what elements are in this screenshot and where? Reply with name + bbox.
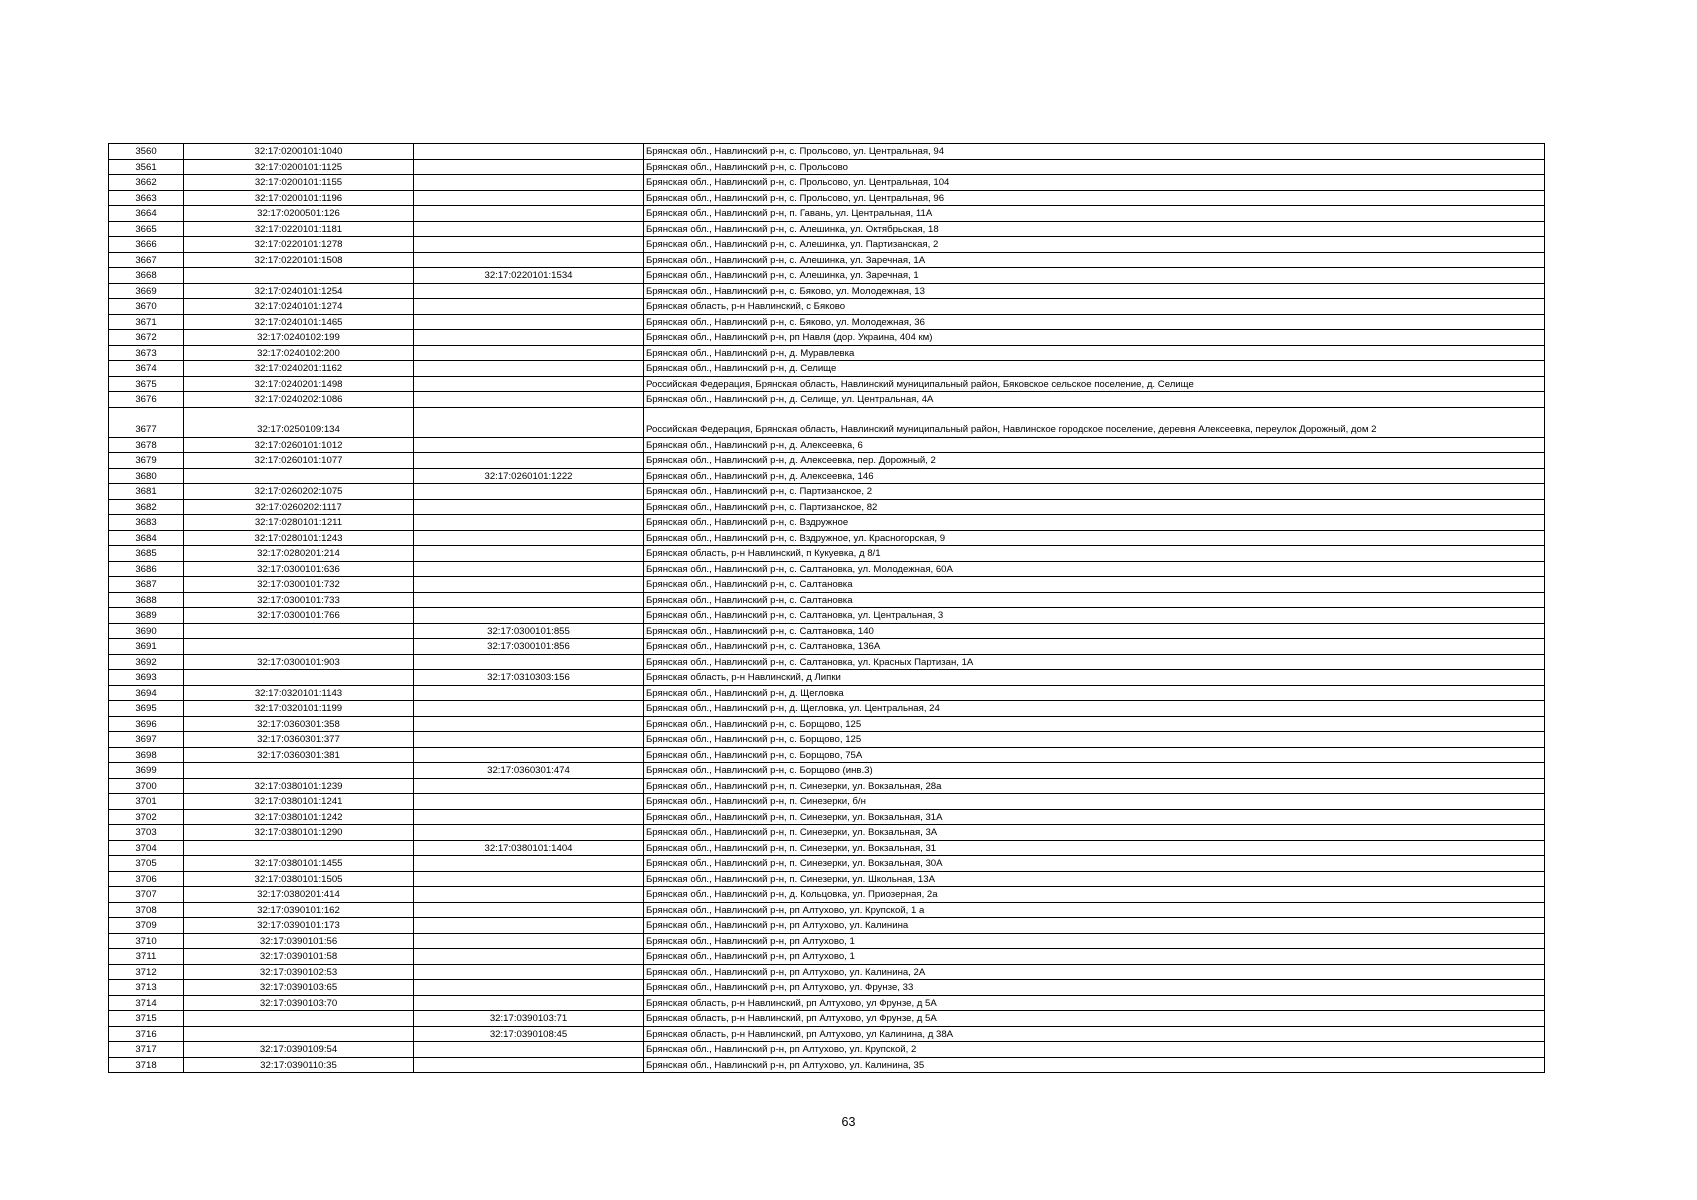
address-cell: Брянская область, р-н Навлинский, д Липки — [644, 670, 1545, 686]
cadastral-number-alt-cell — [414, 190, 644, 206]
row-number-cell: 3708 — [109, 902, 184, 918]
row-number-cell: 3690 — [109, 623, 184, 639]
cadastral-number-cell: 32:17:0300101:732 — [184, 577, 414, 593]
cadastral-number-alt-cell — [414, 376, 644, 392]
cadastral-number-cell: 32:17:0260101:1012 — [184, 437, 414, 453]
page-number: 63 — [841, 1115, 856, 1129]
cadastral-number-alt-cell — [414, 407, 644, 437]
row-number-cell: 3676 — [109, 392, 184, 408]
table-row — [109, 515, 1545, 531]
address-cell: Брянская область, р-н Навлинский, с Бяково — [644, 299, 1545, 315]
table-row — [109, 778, 1545, 794]
address-cell: Брянская обл., Навлинский р-н, рп Алтухово, ул. Крупской, 1 а — [644, 902, 1545, 918]
row-number-cell: 3681 — [109, 484, 184, 500]
row-number-cell: 3671 — [109, 314, 184, 330]
cadastral-number-alt-cell: 32:17:0300101:856 — [414, 639, 644, 655]
cadastral-number-cell: 32:17:0240102:200 — [184, 345, 414, 361]
table-row — [109, 871, 1545, 887]
cadastral-number-cell: 32:17:0380201:414 — [184, 887, 414, 903]
cadastral-number-alt-cell — [414, 314, 644, 330]
address-cell: Брянская обл., Навлинский р-н, с. Бяково, ул. Молодежная, 36 — [644, 314, 1545, 330]
cadastral-number-alt-cell — [414, 747, 644, 763]
address-cell: Брянская обл., Навлинский р-н, с. Салтановка, ул. Красных Партизан, 1А — [644, 654, 1545, 670]
cadastral-number-cell: 32:17:0390110:35 — [184, 1057, 414, 1073]
cadastral-number-cell: 32:17:0390103:70 — [184, 995, 414, 1011]
address-cell: Брянская обл., Навлинский р-н, с. Прольсово — [644, 159, 1545, 175]
table-row — [109, 763, 1545, 779]
cadastral-number-cell: 32:17:0260202:1075 — [184, 484, 414, 500]
address-cell: Брянская обл., Навлинский р-н, д. Селище — [644, 361, 1545, 377]
table-row — [109, 1042, 1545, 1058]
table-row — [109, 701, 1545, 717]
row-number-cell: 3673 — [109, 345, 184, 361]
row-number-cell: 3667 — [109, 252, 184, 268]
table-row — [109, 252, 1545, 268]
cadastral-number-cell: 32:17:0380101:1241 — [184, 794, 414, 810]
table-row — [109, 437, 1545, 453]
cadastral-number-alt-cell — [414, 206, 644, 222]
table-row — [109, 918, 1545, 934]
cadastral-number-alt-cell — [414, 237, 644, 253]
table-row — [109, 887, 1545, 903]
cadastral-number-cell: 32:17:0220101:1508 — [184, 252, 414, 268]
row-number-cell: 3670 — [109, 299, 184, 315]
table-row — [109, 670, 1545, 686]
cadastral-number-alt-cell — [414, 221, 644, 237]
cadastral-number-alt-cell — [414, 685, 644, 701]
address-cell: Брянская обл., Навлинский р-н, рп Алтухово, 1 — [644, 949, 1545, 965]
table-row — [109, 330, 1545, 346]
cadastral-number-alt-cell — [414, 299, 644, 315]
address-cell: Брянская область, р-н Навлинский, рп Алтухово, ул Калинина, д 38А — [644, 1026, 1545, 1042]
cadastral-number-cell: 32:17:0360301:381 — [184, 747, 414, 763]
address-cell: Брянская обл., Навлинский р-н, с. Партизанское, 82 — [644, 499, 1545, 515]
address-cell: Брянская обл., Навлинский р-н, д. Селище, ул. Центральная, 4А — [644, 392, 1545, 408]
cadastral-number-cell: 32:17:0380101:1505 — [184, 871, 414, 887]
table-row — [109, 530, 1545, 546]
table-row — [109, 1026, 1545, 1042]
property-registry-table — [108, 143, 1545, 1073]
address-cell: Брянская обл., Навлинский р-н, рп Алтухово, ул. Калинина, 35 — [644, 1057, 1545, 1073]
cadastral-number-cell: 32:17:0200101:1125 — [184, 159, 414, 175]
row-number-cell: 3679 — [109, 453, 184, 469]
address-cell: Брянская обл., Навлинский р-н, с. Прольсово, ул. Центральная, 104 — [644, 175, 1545, 191]
cadastral-number-alt-cell — [414, 144, 644, 160]
row-number-cell: 3701 — [109, 794, 184, 810]
table-row — [109, 980, 1545, 996]
table-row — [109, 995, 1545, 1011]
cadastral-number-alt-cell — [414, 252, 644, 268]
cadastral-number-cell: 32:17:0360301:377 — [184, 732, 414, 748]
row-number-cell: 3686 — [109, 561, 184, 577]
row-number-cell: 3695 — [109, 701, 184, 717]
address-cell: Брянская обл., Навлинский р-н, д. Щегловка — [644, 685, 1545, 701]
cadastral-number-alt-cell — [414, 499, 644, 515]
cadastral-number-alt-cell — [414, 933, 644, 949]
cadastral-number-alt-cell — [414, 561, 644, 577]
cadastral-number-cell: 32:17:0240201:1498 — [184, 376, 414, 392]
address-cell: Брянская обл., Навлинский р-н, рп Алтухово, 1 — [644, 933, 1545, 949]
cadastral-number-cell: 32:17:0390103:65 — [184, 980, 414, 996]
cadastral-number-alt-cell — [414, 887, 644, 903]
row-number-cell: 3718 — [109, 1057, 184, 1073]
table-row — [109, 654, 1545, 670]
address-cell: Брянская обл., Навлинский р-н, п. Синезерки, ул. Вокзальная, 31А — [644, 809, 1545, 825]
address-cell: Брянская обл., Навлинский р-н, с. Борщово, 125 — [644, 732, 1545, 748]
table-row — [109, 407, 1545, 437]
cadastral-number-alt-cell — [414, 918, 644, 934]
table-row — [109, 314, 1545, 330]
table-row — [109, 468, 1545, 484]
table-row — [109, 546, 1545, 562]
row-number-cell: 3693 — [109, 670, 184, 686]
cadastral-number-cell: 32:17:0380101:1239 — [184, 778, 414, 794]
row-number-cell: 3691 — [109, 639, 184, 655]
address-cell: Брянская обл., Навлинский р-н, с. Прольсово, ул. Центральная, 96 — [644, 190, 1545, 206]
cadastral-number-alt-cell: 32:17:0300101:855 — [414, 623, 644, 639]
table-row — [109, 159, 1545, 175]
cadastral-number-cell: 32:17:0320101:1143 — [184, 685, 414, 701]
cadastral-number-alt-cell: 32:17:0390108:45 — [414, 1026, 644, 1042]
cadastral-number-alt-cell — [414, 453, 644, 469]
table-row — [109, 592, 1545, 608]
cadastral-number-cell — [184, 268, 414, 284]
table-row — [109, 237, 1545, 253]
cadastral-number-cell: 32:17:0220101:1181 — [184, 221, 414, 237]
table-row — [109, 716, 1545, 732]
address-cell: Брянская обл., Навлинский р-н, п. Синезерки, ул. Вокзальная, 3А — [644, 825, 1545, 841]
cadastral-number-alt-cell — [414, 1057, 644, 1073]
row-number-cell: 3696 — [109, 716, 184, 732]
address-cell: Брянская обл., Навлинский р-н, рп Алтухово, ул. Фрунзе, 33 — [644, 980, 1545, 996]
address-cell: Брянская обл., Навлинский р-н, п. Синезерки, б/н — [644, 794, 1545, 810]
cadastral-number-alt-cell — [414, 794, 644, 810]
table-row — [109, 809, 1545, 825]
table-row — [109, 221, 1545, 237]
cadastral-number-cell: 32:17:0280101:1211 — [184, 515, 414, 531]
table-row — [109, 608, 1545, 624]
row-number-cell: 3672 — [109, 330, 184, 346]
address-cell: Брянская обл., Навлинский р-н, с. Алешинка, ул. Заречная, 1А — [644, 252, 1545, 268]
cadastral-number-cell — [184, 623, 414, 639]
cadastral-number-cell: 32:17:0200101:1040 — [184, 144, 414, 160]
cadastral-number-cell — [184, 670, 414, 686]
cadastral-number-alt-cell — [414, 530, 644, 546]
cadastral-number-alt-cell — [414, 716, 644, 732]
table-row — [109, 376, 1545, 392]
table-row — [109, 268, 1545, 284]
row-number-cell: 3665 — [109, 221, 184, 237]
table-row — [109, 206, 1545, 222]
table-row — [109, 561, 1545, 577]
address-cell: Брянская обл., Навлинский р-н, с. Салтановка — [644, 577, 1545, 593]
cadastral-number-alt-cell — [414, 964, 644, 980]
cadastral-number-alt-cell — [414, 577, 644, 593]
address-cell: Брянская обл., Навлинский р-н, п. Синезерки, ул. Школьная, 13А — [644, 871, 1545, 887]
address-cell: Брянская обл., Навлинский р-н, д. Алексеевка, 6 — [644, 437, 1545, 453]
cadastral-number-alt-cell: 32:17:0390103:71 — [414, 1011, 644, 1027]
address-cell: Брянская обл., Навлинский р-н, с. Салтановка — [644, 592, 1545, 608]
cadastral-number-cell: 32:17:0390101:58 — [184, 949, 414, 965]
row-number-cell: 3702 — [109, 809, 184, 825]
cadastral-number-alt-cell — [414, 345, 644, 361]
cadastral-number-alt-cell — [414, 484, 644, 500]
table-row — [109, 902, 1545, 918]
cadastral-number-cell — [184, 468, 414, 484]
cadastral-number-cell: 32:17:0280201:214 — [184, 546, 414, 562]
cadastral-number-alt-cell: 32:17:0380101:1404 — [414, 840, 644, 856]
cadastral-number-cell: 32:17:0200101:1196 — [184, 190, 414, 206]
row-number-cell: 3561 — [109, 159, 184, 175]
cadastral-number-cell: 32:17:0200501:126 — [184, 206, 414, 222]
address-cell: Брянская обл., Навлинский р-н, с. Прольсово, ул. Центральная, 94 — [644, 144, 1545, 160]
cadastral-number-cell: 32:17:0220101:1278 — [184, 237, 414, 253]
table-row — [109, 484, 1545, 500]
cadastral-number-alt-cell — [414, 546, 644, 562]
cadastral-number-cell: 32:17:0300101:733 — [184, 592, 414, 608]
row-number-cell: 3560 — [109, 144, 184, 160]
cadastral-number-alt-cell — [414, 159, 644, 175]
table-row — [109, 345, 1545, 361]
cadastral-number-cell: 32:17:0250109:134 — [184, 407, 414, 437]
cadastral-number-alt-cell — [414, 437, 644, 453]
row-number-cell: 3692 — [109, 654, 184, 670]
address-cell: Брянская обл., Навлинский р-н, п. Синезерки, ул. Вокзальная, 31 — [644, 840, 1545, 856]
address-cell: Брянская область, р-н Навлинский, рп Алтухово, ул Фрунзе, д 5А — [644, 995, 1545, 1011]
table-row — [109, 175, 1545, 191]
row-number-cell: 3685 — [109, 546, 184, 562]
address-cell: Российская Федерация, Брянская область, Навлинский муниципальный район, Навлинское городское поселение, деревня Алексеевка, переулок Дорожный, дом 2 — [644, 407, 1545, 437]
cadastral-number-alt-cell — [414, 809, 644, 825]
row-number-cell: 3707 — [109, 887, 184, 903]
table-row — [109, 840, 1545, 856]
row-number-cell: 3714 — [109, 995, 184, 1011]
cadastral-number-alt-cell — [414, 608, 644, 624]
cadastral-number-cell: 32:17:0360301:358 — [184, 716, 414, 732]
table-row — [109, 623, 1545, 639]
table-row — [109, 499, 1545, 515]
row-number-cell: 3664 — [109, 206, 184, 222]
row-number-cell: 3697 — [109, 732, 184, 748]
cadastral-number-alt-cell — [414, 902, 644, 918]
row-number-cell: 3675 — [109, 376, 184, 392]
cadastral-number-alt-cell — [414, 361, 644, 377]
row-number-cell: 3715 — [109, 1011, 184, 1027]
cadastral-number-alt-cell — [414, 330, 644, 346]
row-number-cell: 3698 — [109, 747, 184, 763]
registry-table-body — [109, 144, 1545, 1073]
cadastral-number-cell — [184, 840, 414, 856]
address-cell: Брянская обл., Навлинский р-н, д. Муравлевка — [644, 345, 1545, 361]
table-row — [109, 299, 1545, 315]
address-cell: Брянская обл., Навлинский р-н, с. Борщово, 125 — [644, 716, 1545, 732]
table-row — [109, 732, 1545, 748]
address-cell: Брянская обл., Навлинский р-н, п. Гавань, ул. Центральная, 11А — [644, 206, 1545, 222]
cadastral-number-cell — [184, 1011, 414, 1027]
cadastral-number-alt-cell — [414, 654, 644, 670]
address-cell: Брянская обл., Навлинский р-н, п. Синезерки, ул. Вокзальная, 30А — [644, 856, 1545, 872]
address-cell: Брянская обл., Навлинский р-н, с. Партизанское, 2 — [644, 484, 1545, 500]
cadastral-number-cell: 32:17:0240101:1274 — [184, 299, 414, 315]
cadastral-number-alt-cell — [414, 949, 644, 965]
cadastral-number-cell: 32:17:0240201:1162 — [184, 361, 414, 377]
row-number-cell: 3711 — [109, 949, 184, 965]
cadastral-number-cell: 32:17:0300101:766 — [184, 608, 414, 624]
cadastral-number-cell — [184, 1026, 414, 1042]
cadastral-number-cell: 32:17:0390101:56 — [184, 933, 414, 949]
cadastral-number-cell: 32:17:0300101:903 — [184, 654, 414, 670]
cadastral-number-alt-cell — [414, 283, 644, 299]
cadastral-number-cell: 32:17:0240101:1254 — [184, 283, 414, 299]
cadastral-number-alt-cell — [414, 592, 644, 608]
cadastral-number-alt-cell — [414, 732, 644, 748]
row-number-cell: 3688 — [109, 592, 184, 608]
cadastral-number-alt-cell — [414, 515, 644, 531]
address-cell: Брянская обл., Навлинский р-н, с. Вздружное, ул. Красногорская, 9 — [644, 530, 1545, 546]
address-cell: Брянская обл., Навлинский р-н, д. Щегловка, ул. Центральная, 24 — [644, 701, 1545, 717]
address-cell: Брянская обл., Навлинский р-н, п. Синезерки, ул. Вокзальная, 28а — [644, 778, 1545, 794]
row-number-cell: 3700 — [109, 778, 184, 794]
address-cell: Брянская обл., Навлинский р-н, с. Алешинка, ул. Заречная, 1 — [644, 268, 1545, 284]
cadastral-number-cell: 32:17:0320101:1199 — [184, 701, 414, 717]
table-row — [109, 825, 1545, 841]
cadastral-number-cell: 32:17:0380101:1242 — [184, 809, 414, 825]
row-number-cell: 3669 — [109, 283, 184, 299]
table-row — [109, 144, 1545, 160]
table-row — [109, 964, 1545, 980]
cadastral-number-cell: 32:17:0260101:1077 — [184, 453, 414, 469]
row-number-cell: 3682 — [109, 499, 184, 515]
row-number-cell: 3668 — [109, 268, 184, 284]
table-row — [109, 747, 1545, 763]
cadastral-number-alt-cell — [414, 1042, 644, 1058]
row-number-cell: 3704 — [109, 840, 184, 856]
cadastral-number-cell: 32:17:0200101:1155 — [184, 175, 414, 191]
address-cell: Брянская обл., Навлинский р-н, с. Салтановка, ул. Молодежная, 60А — [644, 561, 1545, 577]
row-number-cell: 3687 — [109, 577, 184, 593]
cadastral-number-cell: 32:17:0380101:1290 — [184, 825, 414, 841]
address-cell: Российская Федерация, Брянская область, Навлинский муниципальный район, Бяковское сельское поселение, д. Селище — [644, 376, 1545, 392]
cadastral-number-alt-cell: 32:17:0260101:1222 — [414, 468, 644, 484]
cadastral-number-alt-cell — [414, 856, 644, 872]
address-cell: Брянская обл., Навлинский р-н, с. Бяково, ул. Молодежная, 13 — [644, 283, 1545, 299]
cadastral-number-cell — [184, 639, 414, 655]
address-cell: Брянская обл., Навлинский р-н, д. Алексеевка, пер. Дорожный, 2 — [644, 453, 1545, 469]
cadastral-number-cell: 32:17:0390101:173 — [184, 918, 414, 934]
row-number-cell: 3666 — [109, 237, 184, 253]
row-number-cell: 3689 — [109, 608, 184, 624]
row-number-cell: 3716 — [109, 1026, 184, 1042]
table-row — [109, 1057, 1545, 1073]
row-number-cell: 3674 — [109, 361, 184, 377]
row-number-cell: 3709 — [109, 918, 184, 934]
cadastral-number-cell — [184, 763, 414, 779]
table-row — [109, 639, 1545, 655]
row-number-cell: 3710 — [109, 933, 184, 949]
address-cell: Брянская обл., Навлинский р-н, с. Алешинка, ул. Партизанская, 2 — [644, 237, 1545, 253]
address-cell: Брянская обл., Навлинский р-н, д. Алексеевка, 146 — [644, 468, 1545, 484]
cadastral-number-alt-cell — [414, 995, 644, 1011]
table-row — [109, 794, 1545, 810]
address-cell: Брянская область, р-н Навлинский, п Кукуевка, д 8/1 — [644, 546, 1545, 562]
cadastral-number-cell: 32:17:0240101:1465 — [184, 314, 414, 330]
cadastral-number-alt-cell — [414, 701, 644, 717]
table-row — [109, 392, 1545, 408]
cadastral-number-alt-cell — [414, 175, 644, 191]
cadastral-number-cell: 32:17:0390109:54 — [184, 1042, 414, 1058]
address-cell: Брянская обл., Навлинский р-н, с. Вздружное — [644, 515, 1545, 531]
cadastral-number-alt-cell — [414, 778, 644, 794]
cadastral-number-cell: 32:17:0260202:1117 — [184, 499, 414, 515]
table-row — [109, 190, 1545, 206]
cadastral-number-alt-cell: 32:17:0310303:156 — [414, 670, 644, 686]
address-cell: Брянская обл., Навлинский р-н, с. Салтановка, 136А — [644, 639, 1545, 655]
table-row — [109, 577, 1545, 593]
row-number-cell: 3713 — [109, 980, 184, 996]
table-row — [109, 856, 1545, 872]
cadastral-number-alt-cell — [414, 871, 644, 887]
cadastral-number-cell: 32:17:0280101:1243 — [184, 530, 414, 546]
address-cell: Брянская обл., Навлинский р-н, с. Борщово (инв.3) — [644, 763, 1545, 779]
row-number-cell: 3703 — [109, 825, 184, 841]
row-number-cell: 3684 — [109, 530, 184, 546]
address-cell: Брянская обл., Навлинский р-н, с. Салтановка, ул. Центральная, 3 — [644, 608, 1545, 624]
cadastral-number-cell: 32:17:0380101:1455 — [184, 856, 414, 872]
address-cell: Брянская обл., Навлинский р-н, рп Алтухово, ул. Калинина — [644, 918, 1545, 934]
cadastral-number-cell: 32:17:0240102:199 — [184, 330, 414, 346]
row-number-cell: 3678 — [109, 437, 184, 453]
row-number-cell: 3680 — [109, 468, 184, 484]
table-row — [109, 453, 1545, 469]
row-number-cell: 3699 — [109, 763, 184, 779]
cadastral-number-cell: 32:17:0240202:1086 — [184, 392, 414, 408]
row-number-cell: 3712 — [109, 964, 184, 980]
cadastral-number-cell: 32:17:0300101:636 — [184, 561, 414, 577]
address-cell: Брянская обл., Навлинский р-н, д. Кольцовка, ул. Приозерная, 2а — [644, 887, 1545, 903]
cadastral-number-alt-cell: 32:17:0220101:1534 — [414, 268, 644, 284]
cadastral-number-cell: 32:17:0390101:162 — [184, 902, 414, 918]
address-cell: Брянская обл., Навлинский р-н, рп Навля (дор. Украина, 404 км) — [644, 330, 1545, 346]
row-number-cell: 3677 — [109, 407, 184, 437]
address-cell: Брянская обл., Навлинский р-н, рп Алтухово, ул. Крупской, 2 — [644, 1042, 1545, 1058]
table-row — [109, 361, 1545, 377]
cadastral-number-cell: 32:17:0390102:53 — [184, 964, 414, 980]
table-row — [109, 949, 1545, 965]
row-number-cell: 3706 — [109, 871, 184, 887]
table-row — [109, 283, 1545, 299]
table-row — [109, 933, 1545, 949]
cadastral-number-alt-cell — [414, 825, 644, 841]
cadastral-number-alt-cell — [414, 392, 644, 408]
row-number-cell: 3705 — [109, 856, 184, 872]
table-row — [109, 685, 1545, 701]
row-number-cell: 3717 — [109, 1042, 184, 1058]
cadastral-number-alt-cell — [414, 980, 644, 996]
address-cell: Брянская обл., Навлинский р-н, с. Борщово, 75А — [644, 747, 1545, 763]
cadastral-number-alt-cell: 32:17:0360301:474 — [414, 763, 644, 779]
row-number-cell: 3662 — [109, 175, 184, 191]
address-cell: Брянская обл., Навлинский р-н, с. Алешинка, ул. Октябрьская, 18 — [644, 221, 1545, 237]
row-number-cell: 3683 — [109, 515, 184, 531]
address-cell: Брянская обл., Навлинский р-н, рп Алтухово, ул. Калинина, 2А — [644, 964, 1545, 980]
address-cell: Брянская обл., Навлинский р-н, с. Салтановка, 140 — [644, 623, 1545, 639]
row-number-cell: 3663 — [109, 190, 184, 206]
address-cell: Брянская область, р-н Навлинский, рп Алтухово, ул Фрунзе, д 5А — [644, 1011, 1545, 1027]
row-number-cell: 3694 — [109, 685, 184, 701]
table-row — [109, 1011, 1545, 1027]
